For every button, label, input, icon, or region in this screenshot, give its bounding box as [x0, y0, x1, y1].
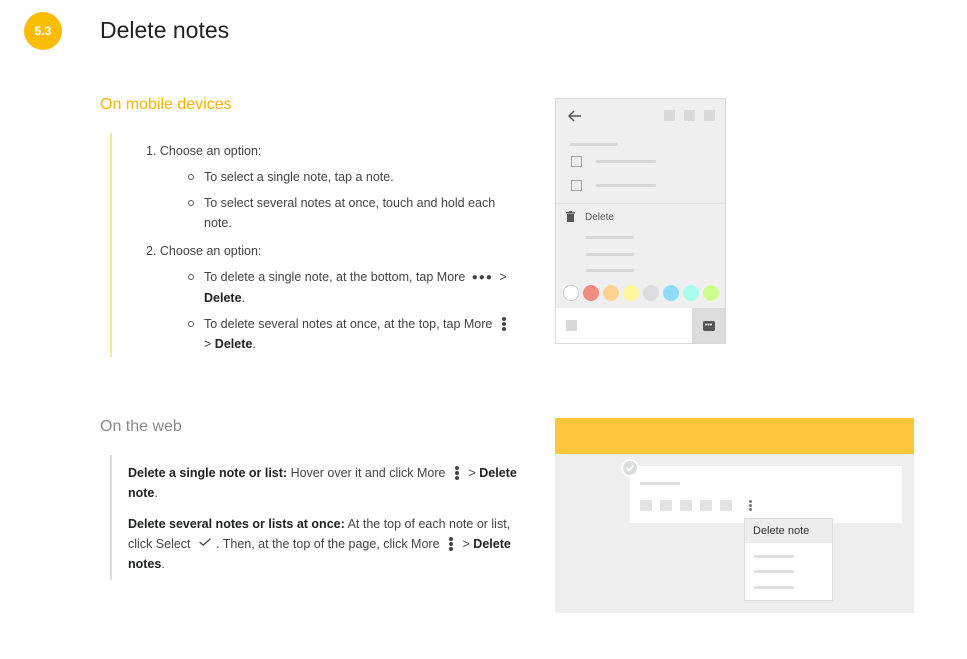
web-screenshot-mockup: [555, 418, 914, 613]
delete-notes-label: Delete notes: [128, 537, 511, 571]
list-item: [146, 167, 526, 187]
toolbar-placeholder-icon: [704, 110, 715, 121]
placeholder-line: [754, 555, 794, 558]
more-vertical-icon: [455, 466, 459, 480]
color-swatch: [583, 285, 599, 301]
toolbar-placeholder-icon: [664, 110, 675, 121]
web-paragraph-several: [128, 514, 533, 574]
section-heading-mobile: On mobile devices: [100, 96, 232, 113]
placeholder-line: [596, 160, 656, 163]
web-paragraph-single: [128, 463, 533, 503]
placeholder-line: [586, 253, 634, 256]
select-check-icon: [621, 459, 639, 477]
greater-than-symbol: >: [468, 466, 476, 480]
bullet-icon: [188, 321, 194, 327]
checkmark-icon: [198, 538, 212, 546]
bullet-icon: [188, 200, 194, 206]
section-rule-web: [110, 455, 112, 580]
color-swatch: [663, 285, 679, 301]
single-note-text: Hover over it and click More: [290, 466, 446, 480]
web-instructions: [128, 463, 533, 585]
page-title: Delete notes: [100, 17, 230, 43]
period: .: [241, 291, 246, 305]
mobile-screenshot-mockup: [555, 98, 726, 344]
step-2-label: 2. Choose an option:: [146, 244, 262, 258]
step-1-option-2: To select several notes at once, touch and hold each note.: [204, 196, 496, 230]
step-1-label: 1. Choose an option:: [146, 144, 262, 158]
more-vertical-icon: [502, 317, 506, 331]
list-item: [146, 314, 526, 354]
section-number-badge: 5.3: [24, 12, 62, 50]
web-header-bar: [555, 418, 914, 454]
placeholder-line: [570, 143, 618, 146]
placeholder-line: [596, 184, 656, 187]
color-swatch: [643, 285, 659, 301]
step-2-option-2-text: To delete several notes at once, at the top, tap More: [204, 317, 493, 331]
list-item: [146, 193, 526, 233]
more-vertical-icon: [749, 500, 752, 512]
color-swatch: [563, 285, 579, 301]
note-card: [630, 466, 902, 523]
more-horizontal-icon: •••: [703, 321, 715, 331]
mobile-steps: [146, 141, 526, 354]
divider: [556, 203, 725, 204]
delete-note-menu-item: Delete note: [753, 525, 810, 537]
bottom-placeholder-icon: [566, 320, 577, 331]
bullet-icon: [188, 274, 194, 280]
placeholder-line: [754, 586, 794, 589]
several-notes-text: At the top of each note or list, click Select: [128, 517, 511, 551]
placeholder-line: [586, 236, 634, 239]
greater-than-symbol: >: [499, 270, 507, 284]
color-swatch: [603, 285, 619, 301]
placeholder-line: [754, 570, 794, 573]
single-note-heading: Delete a single note or list:: [128, 466, 288, 480]
period: .: [161, 557, 165, 571]
section-rule-mobile: [110, 133, 112, 357]
placeholder-line: [586, 269, 634, 272]
step-2-option-1-text: To delete a single note, at the bottom, tap More: [204, 270, 466, 284]
greater-than-symbol: >: [204, 337, 212, 351]
placeholder-line: [640, 482, 680, 485]
bullet-icon: [188, 174, 194, 180]
color-swatch: [683, 285, 699, 301]
more-vertical-icon: [449, 537, 453, 551]
checkbox-icon: [571, 156, 582, 167]
delete-label: Delete: [214, 337, 253, 351]
note-action-placeholder-icon: [640, 500, 652, 511]
several-notes-text-2: . Then, at the top of the page, click More: [216, 537, 440, 551]
period: .: [252, 337, 256, 351]
more-button: [692, 308, 725, 343]
note-action-placeholder-icon: [700, 500, 712, 511]
delete-menu-item: Delete: [585, 212, 614, 223]
list-item: [146, 267, 526, 308]
greater-than-symbol: >: [462, 537, 470, 551]
toolbar-placeholder-icon: [684, 110, 695, 121]
back-arrow-icon: [568, 110, 582, 122]
step-1-option-1: To select a single note, tap a note.: [204, 170, 394, 184]
several-notes-heading: Delete several notes or lists at once:: [128, 517, 345, 531]
checkbox-icon: [571, 180, 582, 191]
trash-icon: [566, 211, 575, 222]
note-action-placeholder-icon: [660, 500, 672, 511]
note-action-placeholder-icon: [720, 500, 732, 511]
delete-note-label: Delete note: [128, 466, 517, 500]
section-heading-web: On the web: [100, 418, 182, 435]
color-swatch: [623, 285, 639, 301]
bottom-bar: [556, 308, 725, 343]
delete-label: Delete: [204, 291, 242, 305]
context-menu: [744, 518, 833, 601]
period: .: [154, 486, 158, 500]
color-swatch: [703, 285, 719, 301]
note-action-placeholder-icon: [680, 500, 692, 511]
more-horizontal-icon: ●●●: [471, 272, 493, 283]
